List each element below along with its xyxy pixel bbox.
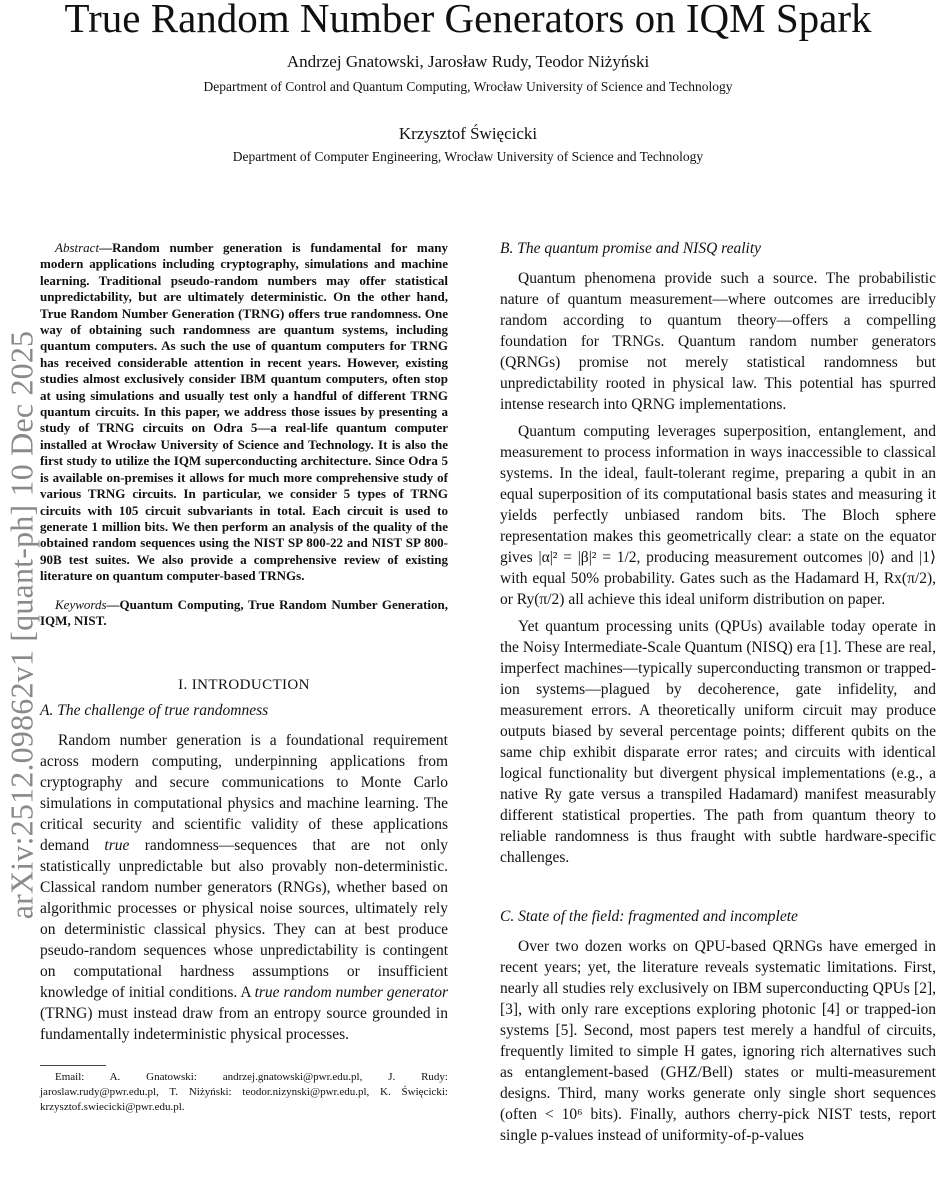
emphasis-trng: true random number generator: [254, 984, 448, 1002]
paper-title: True Random Number Generators on IQM Spark: [64, 0, 872, 41]
abstract: [40, 240, 448, 585]
paragraph-a1: [40, 730, 448, 1045]
subsection-heading-a: A. The challenge of true randomness: [40, 702, 269, 720]
authors-line-2: Krzysztof Święcicki: [398, 124, 538, 143]
paragraph-c1: Over two dozen works on QPU-based QRNGs have emerged in recent years; yet, the literature reveals systematic limitations. First, nearly all studies rely exclusively on IBM superconducting QPUs [2], [3], with only rare exceptions exploring photonic [4] or trapped-ion systems [5]. Second, most papers test merely a handful of circuits, frequently limited to simple H gates, ignoring rich alternatives such as entanglement-based (GHZ/Bell) states or multi-measurement designs. Third, many works generate only single short sequences (often < 10⁶ bits). Finally, authors cherry-pick NIST tests, report single p-values instead of uniformity-of-p-values: [500, 938, 936, 1144]
affiliation-1: Department of Control and Quantum Computing, Wrocław University of Science and Technology: [203, 79, 733, 94]
keywords-lead: Keywords: [55, 596, 107, 612]
right-column: [500, 240, 936, 1152]
footnote-emails: Email: A. Gnatowski: andrzej.gnatowski@pwr.edu.pl, J. Rudy: jaroslaw.rudy@pwr.edu.pl, T. Niżyński: teodor.nizynski@pwr.edu.pl, K. Święcicki: krzysztof.swiecicki@pwr.edu.pl.: [40, 1071, 448, 1114]
paragraph-b2: Quantum computing leverages superposition, entanglement, and measurement to process information in ways inaccessible to classical systems. In the ideal, fault-tolerant regime, preparing a qubit in an equal superposition of its computational basis states and measuring it yields perfectly unbiased random bits. The Bloch sphere representation makes this geometrically clear: a state on the equator gives |α|² = |β|² = 1/2, producing measurement outcomes |0⟩ and |1⟩ with equal 50% probability. Gates such as the Hadamard H, Rx(π/2), or Ry(π/2) all achieve this ideal uniform distribution on paper.: [500, 423, 936, 608]
keywords-text: —Quantum Computing, True Random Number Generation, IQM, NIST.: [40, 596, 448, 628]
left-column: [40, 240, 448, 1115]
subsection-heading-b: B. The quantum promise and NISQ reality: [500, 240, 762, 257]
abstract-lead: Abstract: [55, 240, 100, 255]
arxiv-stamp-text: arXiv:2512.09862v1 [quant-ph] 10 Dec 2025: [3, 330, 40, 920]
section-heading-introduction: [40, 677, 448, 694]
footnote-rule: [40, 1065, 106, 1066]
keywords: [40, 597, 448, 630]
paragraph-b1: Quantum phenomena provide such a source. The probabilistic nature of quantum measurement—where outcomes are irreducibly random according to quantum theory—offers a compelling foundation for TRNGs. Quantum random number generators (QRNGs) promise not merely statistical randomness but unpredictability rooted in physical law. This potential has spurred intense research into QRNG implementations.: [500, 270, 936, 413]
paragraph-a1-part: randomness—sequences that are not only statistically unpredictable but also provably non-deterministic. Classical random number generators (RNGs), whether based on algorithmic processes or physical noise sources, ultimately rely on deterministic classical physics. They can at best produce pseudo-random sequences whose unpredictability is contingent on computational hardness assumptions or insufficient knowledge of initial conditions. A: [40, 837, 448, 1002]
section-number: I.: [178, 677, 188, 694]
paragraph-b3: Yet quantum processing units (QPUs) available today operate in the Noisy Intermediate-Scale Quantum (NISQ) era [1]. These are real, imperfect machines—typically superconducting transmon or trapped-ion systems—plagued by decoherence, gate infidelity, and measurement errors. A theoretically uniform circuit may produce outputs biased by several percentage points; different qubits on the same chip exhibit disparate error rates; and circuits with identical logical functionality but divergent physical implementations (e.g., a native Ry gate versus a transpiled Hadamard) manifest measurably different statistical properties. The path from quantum theory to reliable randomness is thus fraught with subtle hardware-specific challenges.: [500, 618, 936, 866]
paragraph-a1-part: Random number generation is a foundational requirement across modern computing, underpinning applications from cryptography and secure communications to Monte Carlo simulations in computational physics and machine learning. The critical security and scientific validity of these applications demand: [40, 732, 448, 855]
paragraph-a1-part: (TRNG) must instead draw from an entropy source grounded in fundamentally indeterministic physical processes.: [40, 1005, 448, 1044]
affiliation-2: Department of Computer Engineering, Wrocław University of Science and Technology: [232, 149, 704, 164]
subsection-heading-c: C. State of the field: fragmented and incomplete: [500, 908, 798, 925]
authors-line-1: Andrzej Gnatowski, Jarosław Rudy, Teodor Niżyński: [286, 52, 650, 71]
emphasis-true: true: [104, 837, 130, 855]
section-title: INTRODUCTION: [191, 677, 310, 694]
abstract-text: —Random number generation is fundamental for many modern applications including cryptography, simulations and machine learning. Traditional pseudo-random numbers may offer statistical unpredictability, but are ultimately deterministic. On the other hand, True Random Number Generation (TRNG) offers true randomness. One way of obtaining such randomness are quantum systems, including quantum computers. As such the use of quantum computers for TRNG has received considerable attention in recent years. However, existing studies almost exclusively consider IBM quantum computers, often stop at using simulations and usually test only a handful of different TRNG quantum circuits. In this paper, we address those issues by presenting a study of TRNG circuits on Odra 5—a real-life quantum computer installed at Wrocław University of Science and Technology. It is also the first study to utilize the IQM superconducting architecture. Since Odra 5 is available on-premises it allows for much more comprehensive study of various TRNG circuits. In particular, we consider 5 types of TRNG circuits with 105 circuit subvariants in total. Each circuit is used to generate 1 million bits. We then perform an analysis of the quality of the obtained random sequences using the NIST SP 800-22 and NIST SP 800-90B test suites. We also provide a comprehensive review of existing literature on quantum computer-based TRNGs.: [40, 240, 448, 584]
